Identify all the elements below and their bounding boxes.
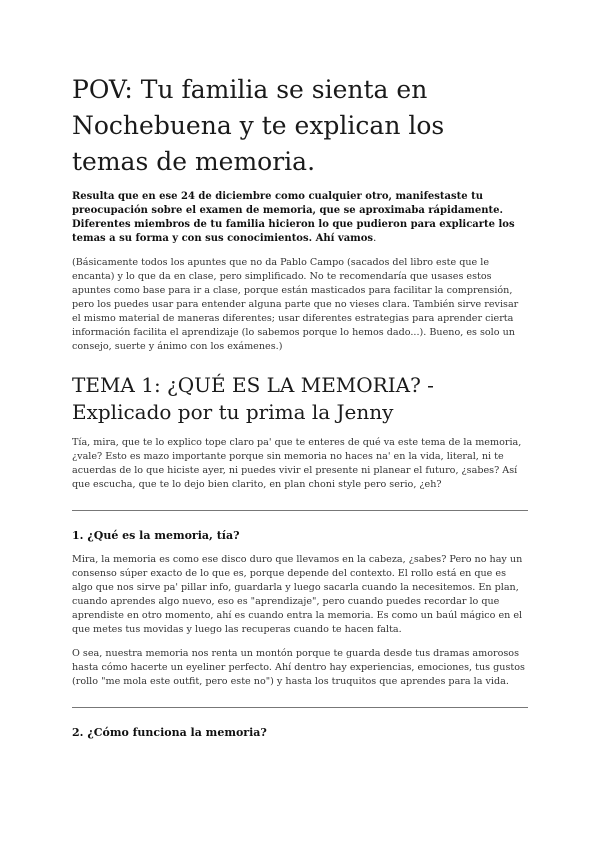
intro-bold-text: Resulta que en ese 24 de diciembre como cualquier otro, manifestaste tu preocupación sobre el examen de memoria, que se aproximaba rápidamente. Diferentes miembros de tu familia hicieron lo que pudieron para explicarte los temas a su forma y con sus conocimientos. Ahí vamos <box>72 191 515 244</box>
intro-bold-end: . <box>373 233 377 244</box>
document-content <box>72 72 528 740</box>
document-title: POV: Tu familia se sienta en Nochebuena y te explican los temas de memoria. <box>72 75 445 176</box>
section2-heading: 2. ¿Cómo funciona la memoria? <box>72 726 267 739</box>
section1-heading: 1. ¿Qué es la memoria, tía? <box>72 529 240 542</box>
section1-paragraph-2: O sea, nuestra memoria nos renta un montón porque te guarda desde tus dramas amorosos hasta cómo hacerte un eyeliner perfecto. Ahí dentro hay experiencias, emociones, tus gustos (rollo "me mola este outfit, pero este no") y hasta los truquitos que aprendes para la vida. <box>72 648 525 687</box>
divider <box>72 510 528 511</box>
tema1-heading: TEMA 1: ¿QUÉ ES LA MEMORIA? - Explicado por tu prima la Jenny <box>72 373 434 424</box>
divider <box>72 707 528 708</box>
intro-paragraph <box>72 190 528 246</box>
intro-note: (Básicamente todos los apuntes que no da Pablo Campo (sacados del libro este que le encanta) y lo que da en clase, pero simplificado. No te recomendaría que usases estos apuntes como base para ir a clase, porque están masticados para facilitar la comprensión, pero los puedes usar para entender alguna parte que no vieses clara. También sirve revisar el mismo material de maneras diferentes; usar diferentes estrategias para aprender cierta información facilita el aprendizaje (lo sabemos porque lo hemos dado...). Bueno, es solo un consejo, suerte y ánimo con los exámenes.) <box>72 257 519 352</box>
section1-paragraph-1: Mira, la memoria es como ese disco duro que llevamos en la cabeza, ¿sabes? Pero no hay un consenso súper exacto de lo que es, porque depende del contexto. El rollo está en que es algo que nos sirve pa' pillar info, guardarla y luego sacarla cuando la necesitemos. En plan, cuando aprendes algo nuevo, eso es "aprendizaje", pero cuando puedes recordar lo que aprendiste en otro momento, ahí es cuando entra la memoria. Es como un baúl mágico en el que metes tus movidas y luego las recuperas cuando te hacen falta. <box>72 554 523 635</box>
tema1-intro: Tía, mira, que te lo explico tope claro pa' que te enteres de qué va este tema de la memoria, ¿vale? Esto es mazo importante porque sin memoria no haces na' en la vida, literal, ni te acuerdas de lo que hiciste ayer, ni puedes vivir el presente ni planear el futuro, ¿sabes? Así que escucha, que te lo dejo bien clarito, en plan choni style pero serio, ¿eh? <box>72 437 522 490</box>
